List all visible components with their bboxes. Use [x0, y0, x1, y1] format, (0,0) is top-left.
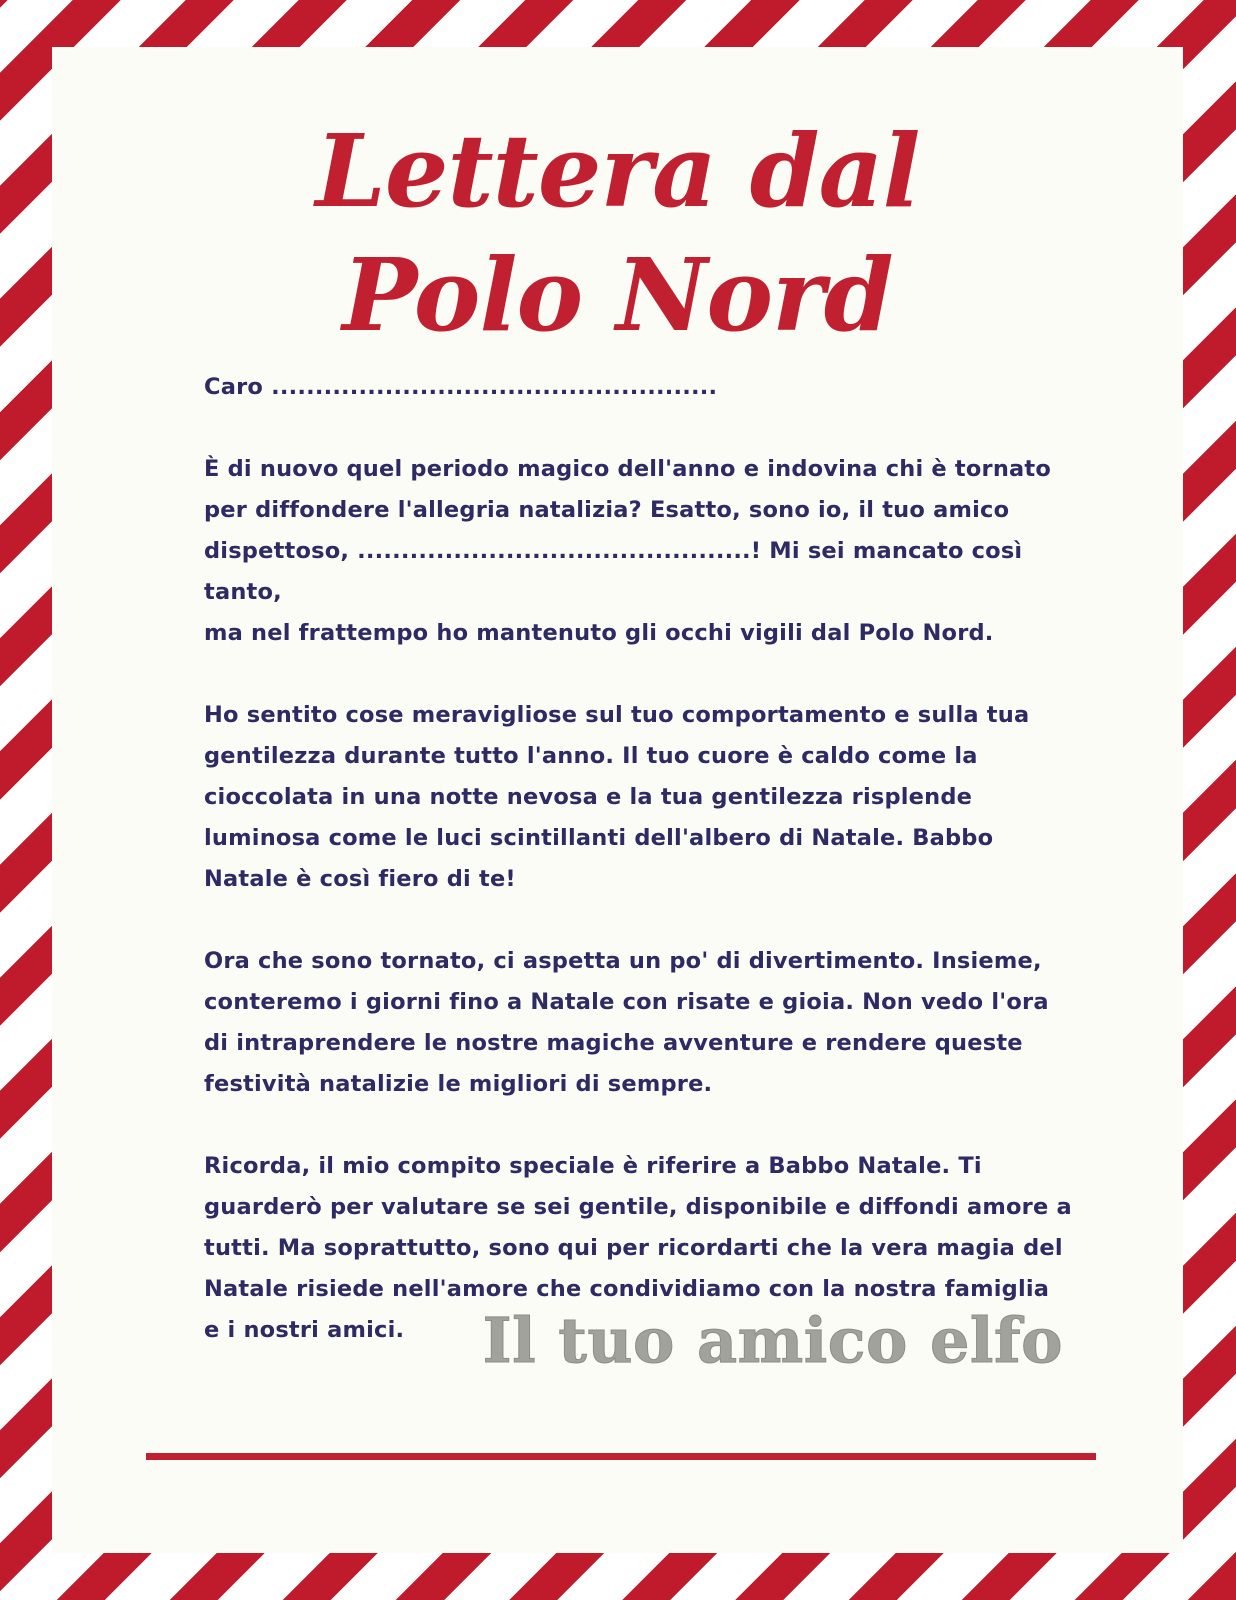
letter-paragraph-2: Ho sentito cose meravigliose sul tuo comportamento e sulla tua gentilezza durante tutto l'anno. Il tuo cuore è caldo come la cioccolata in una notte nevosa e la tua gentilezza risplende luminosa come le luci scintillanti dell'albero di Natale. Babbo Natale è così fiero di te! — [204, 702, 1030, 892]
letter-greeting: Caro ................................................... — [204, 374, 718, 400]
letter-paragraph-3: Ora che sono tornato, ci aspetta un po' di divertimento. Insieme, conteremo i giorni fino a Natale con risate e gioia. Non vedo l'ora di intraprendere le nostre magiche avventure e rendere queste festività natalizie le migliori di sempre. — [204, 948, 1049, 1097]
letter-signature: Il tuo amico elfo — [482, 1304, 1063, 1377]
letter-title-line-1: Lettera dal — [315, 112, 920, 230]
letter-title-line-2: Polo Nord — [342, 236, 893, 354]
bottom-divider — [146, 1453, 1096, 1460]
letter-title — [52, 109, 1183, 357]
letter-paragraph-4: Ricorda, il mio compito speciale è riferire a Babbo Natale. Ti guarderò per valutare se sei gentile, disponibile e diffondi amore a tutti. Ma soprattutto, sono qui per ricordarti che la vera magia del Natale risiede nell'amore che condividiamo con la nostra famiglia e i nostri amici. — [204, 1153, 1072, 1343]
letter-body — [204, 367, 1094, 1392]
letter-paper — [52, 47, 1183, 1553]
letter-paragraph-1: È di nuovo quel periodo magico dell'anno e indovina chi è tornato per diffondere l'allegria natalizia? Esatto, sono io, il tuo amico dispettoso, .............................................! Mi sei mancato così tanto, ma nel frattempo ho mantenuto gli occhi vigili dal Polo Nord. — [204, 456, 1052, 646]
